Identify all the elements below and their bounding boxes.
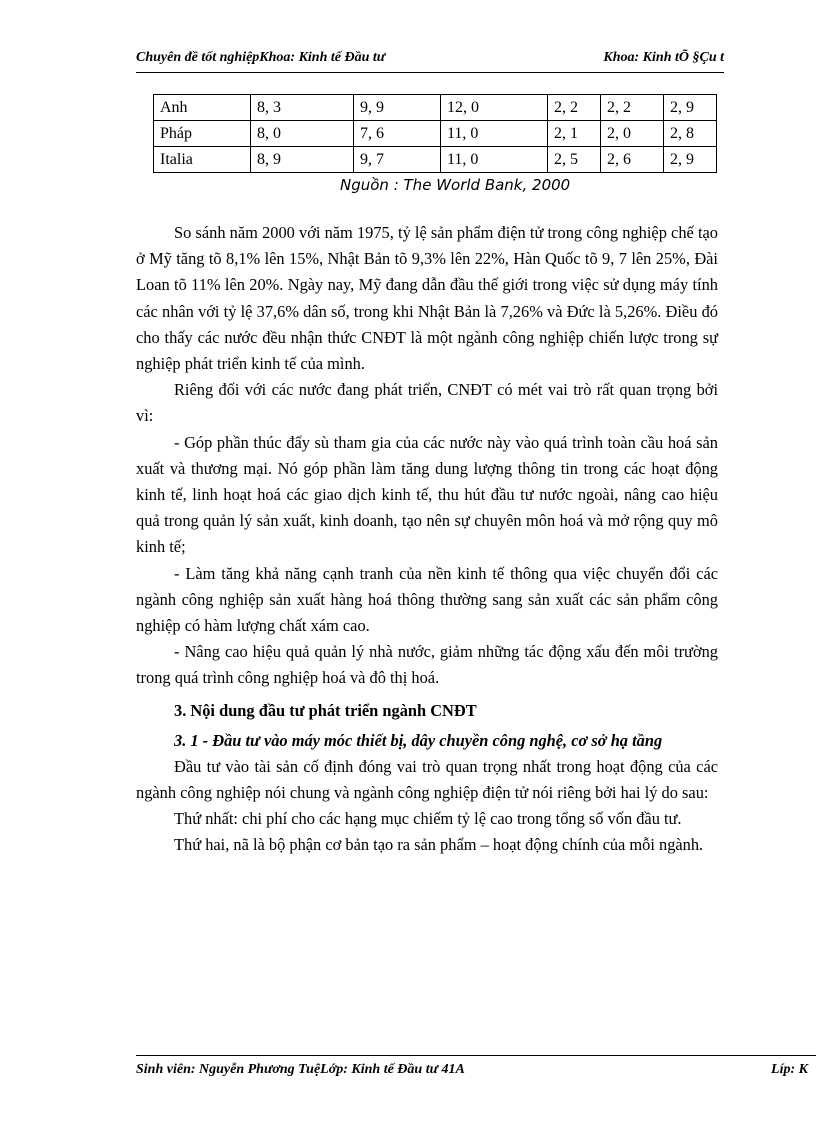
paragraph: - Nâng cao hiệu quả quản lý nhà nước, giảm những tác động xấu đến môi trường trong quá trình công nghiệp hoá và đô thị hoá. xyxy=(136,642,718,688)
table-cell: 9, 9 xyxy=(354,95,441,121)
table-source: Nguồn : The World Bank, 2000 xyxy=(340,176,571,194)
table-cell: 11, 0 xyxy=(441,147,548,173)
table-cell: 8, 0 xyxy=(251,121,354,147)
document-body xyxy=(136,220,718,858)
table-cell: 11, 0 xyxy=(441,121,548,147)
paragraph: - Làm tăng khả năng cạnh tranh của nền kinh tế thông qua việc chuyển đổi các ngành công nghiệp sản xuất hàng hoá thông thường sang sản xuất các sản phẩm công nghiệp có hàm lượng chất xám cao. xyxy=(136,563,718,636)
header-right-text: Khoa: Kinh tÕ §Çu t xyxy=(603,50,724,65)
table-cell: 8, 3 xyxy=(251,95,354,121)
statistics-table xyxy=(153,94,717,173)
table-cell: 2, 0 xyxy=(601,121,664,147)
table-cell: 2, 6 xyxy=(601,147,664,173)
page-footer xyxy=(136,1055,816,1080)
paragraph: Đầu tư vào tài sản cố định đóng vai trò quan trọng nhất trong hoạt động của các ngành công nghiệp nói chung và ngành công nghiệp điện tử nói riêng bởi hai lý do sau: xyxy=(136,756,718,802)
table-cell: Pháp xyxy=(154,121,251,147)
paragraph: Riêng đối với các nước đang phát triển, CNĐT có mét vai trò rất quan trọng bởi vì: xyxy=(136,380,718,426)
paragraph: - Góp phần thúc đẩy sù tham gia của các nước này vào quá trình toàn cầu hoá sản xuất và thương mại. Nó góp phần làm tăng dung lượng thông tin trong các hoạt động kinh tế, linh hoạt hoá các giao dịch kinh tế, thu hút đầu tư nước ngoài, nâng cao hiệu quả trong quản lý sản xuất, kinh doanh, tạo nên sự chuyên môn hoá và mở rộng quy mô kinh tế; xyxy=(136,432,718,557)
table-cell: 2, 9 xyxy=(664,147,717,173)
table-cell: 2, 5 xyxy=(548,147,601,173)
paragraph: So sánh năm 2000 với năm 1975, tỷ lệ sản phẩm điện tử trong công nghiệp chế tạo ở Mỹ tăng tõ 8,1% lên 15%, Nhật Bản tõ 9,3% lên 22%, Hàn Quốc tõ 9, 7 lên 25%, Đài Loan tõ 11% lên 20%. Ngày nay, Mỹ đang dẫn đầu thế giới trong việc sử dụng máy tính các nhân với tỷ lệ 37,6% dân số, trong khi Nhật Bản là 7,26% và Đức là 5,26%. Điều đó cho thấy các nước đều nhận thức CNĐT là một ngành công nghiệp chiến lược trong sự nghiệp phát triển kinh tế của mình. xyxy=(136,223,718,374)
table-cell: 2, 1 xyxy=(548,121,601,147)
table-cell: 2, 2 xyxy=(548,95,601,121)
table-cell: 2, 8 xyxy=(664,121,717,147)
table-row xyxy=(154,95,717,121)
table-cell: 8, 9 xyxy=(251,147,354,173)
table-cell: Anh xyxy=(154,95,251,121)
table-cell: 9, 7 xyxy=(354,147,441,173)
table-row xyxy=(154,121,717,147)
table-cell: 7, 6 xyxy=(354,121,441,147)
footer-right-text: Líp: K xyxy=(771,1062,808,1077)
table-cell: 2, 9 xyxy=(664,95,717,121)
paragraph: Thứ nhất: chi phí cho các hạng mục chiếm tỷ lệ cao trong tổng số vốn đầu tư. xyxy=(174,809,682,829)
table-cell: 2, 2 xyxy=(601,95,664,121)
table-cell: Italia xyxy=(154,147,251,173)
footer-left-text: Sinh viên: Nguyễn Phương TuệLớp: Kinh tế Đầu tư 41A xyxy=(136,1062,465,1077)
section-heading: 3. Nội dung đầu tư phát triển ngành CNĐT xyxy=(174,700,477,720)
table-row xyxy=(154,147,717,173)
table-cell: 12, 0 xyxy=(441,95,548,121)
page-header xyxy=(136,50,724,73)
header-left-text: Chuyên đề tốt nghiệpKhoa: Kinh tế Đầu tư xyxy=(136,50,386,65)
paragraph: Thứ hai, nã là bộ phận cơ bản tạo ra sản phẩm – hoạt động chính của mỗi ngành. xyxy=(174,835,704,855)
subsection-heading: 3. 1 - Đầu tư vào máy móc thiết bị, dây chuyền công nghệ, cơ sở hạ tầng xyxy=(174,730,663,750)
